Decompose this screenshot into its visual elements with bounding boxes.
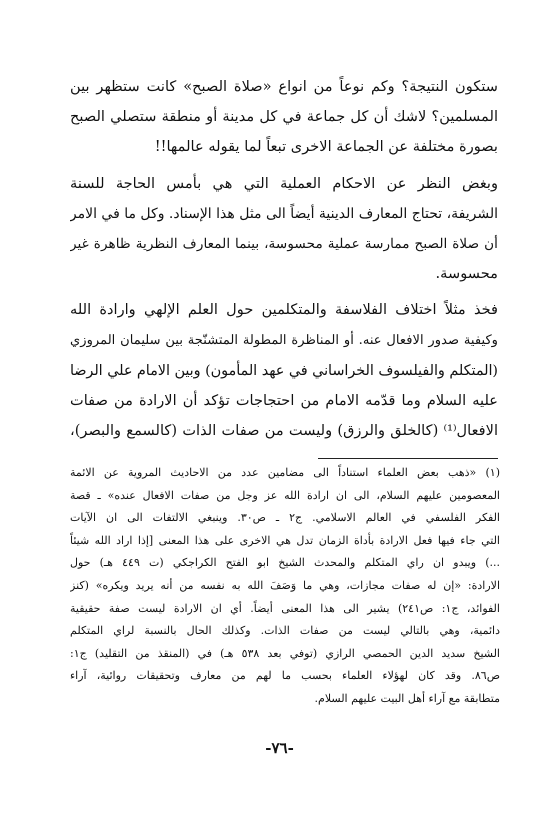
footnote-line: (١) «ذهب بعض العلماء استناداً الى مضامين عدد من الاحاديث المروية عن الائمة — [70, 466, 500, 479]
text-line: فخذ مثلاً اختلاف الفلاسفة والمتكلمين حول العلم الإلهي وارادة الله — [70, 301, 498, 319]
footnote-line: الفكر الفلسفي في العالم الاسلامي. ج٢ ـ ص٣٠. وينبغي الالتفات الى ان الآيات — [70, 511, 500, 525]
text-line: الشريفة، تحتاج المعارف الدينية أيضاً الى مثل هذا الإسناد. وكل ما في الامر — [70, 205, 498, 222]
text-line: ستكون النتيجة؟ وكم نوعاً من انواع «صلاة الصبح» كانت ستظهر بين — [70, 78, 498, 95]
text-line: الافعال⁽¹⁾ (كالخلق والرزق) وليست من صفات الذات (كالسمع والبصر)، — [70, 422, 498, 440]
footnote-separator — [318, 458, 498, 459]
text-line: (المتكلم والفيلسوف الخراساني في عهد المأمون) وبين الامام علي الرضا — [70, 362, 498, 379]
footnote-line: متطابقة مع آراء أهل البيت عليهم السلام. — [314, 691, 500, 705]
text-line: أن صلاة الصبح ممارسة عملية محسوسة، بينما المعارف النظرية ظاهرة غير — [70, 235, 498, 252]
footnote-line: ص٨٦. وقد كان لهؤلاء العلماء بحسب ما لهم من معارف وتحقيقات روائية، آراء — [70, 669, 500, 683]
footnote-line: الفوائد، ج١: ص٢٤١) يشير الى هذا المعنى أيضاً. أي ان الارادة ليست صفة حقيقية — [70, 601, 500, 615]
footnote-line: ...) ويبدو ان راي المتكلم والمحدث الشيخ ابو الفتح الكراجكي (ت ٤٤٩ هـ) حول — [70, 556, 500, 570]
text-line: عليه السلام وما قدّمه الامام من احتجاجات تؤكد أن الارادة من صفات — [70, 391, 498, 409]
main-text — [70, 72, 498, 446]
footnote-line: الارادة: «إن له صفات مجازات، وهي ما وَصَفَ الله به نفسه من أنه يريد ويكره» (كنز — [70, 578, 500, 592]
footnote-line: دائمية، وهي بالتالي ليست من صفات الذات. وكذلك الحال بالنسبة لراي المتكلم — [70, 624, 500, 638]
text-line: المسلمين؟ لاشك أن كل جماعة في كل مدينة أو منطقة ستصلي الصبح — [70, 108, 498, 126]
footnote-line: الشيخ سديد الدين الحمصي الرازي (توفي بعد ٥٣٨ هـ) في (المنقذ من التقليد) ج١: — [70, 646, 500, 660]
footnote-line: التي جاء فيها فعل الارادة بأداة الزمان تدل هي الاخرى على هذا المعنى [إذا اراد الله شيئاً — [70, 533, 500, 547]
footnotes — [70, 462, 500, 711]
footnote-line: المعصومين عليهم السلام، الى ان ارادة الله عز وجل من صفات الافعال عنده» ـ قصة — [70, 488, 500, 502]
text-line: وكيفية صدور الافعال عنه. أو المناظرة المطولة المتشنّجة بين سليمان المروزي — [70, 332, 498, 348]
text-line: وبغض النظر عن الاحكام العملية التي هي بأمس الحاجة للسنة — [70, 174, 498, 192]
text-line: محسوسة. — [435, 265, 498, 283]
page-number: -٧٦- — [265, 739, 294, 757]
text-line: بصورة مختلفة عن الجماعة الاخرى تبعاً لما يقوله عالمها!! — [154, 138, 498, 156]
